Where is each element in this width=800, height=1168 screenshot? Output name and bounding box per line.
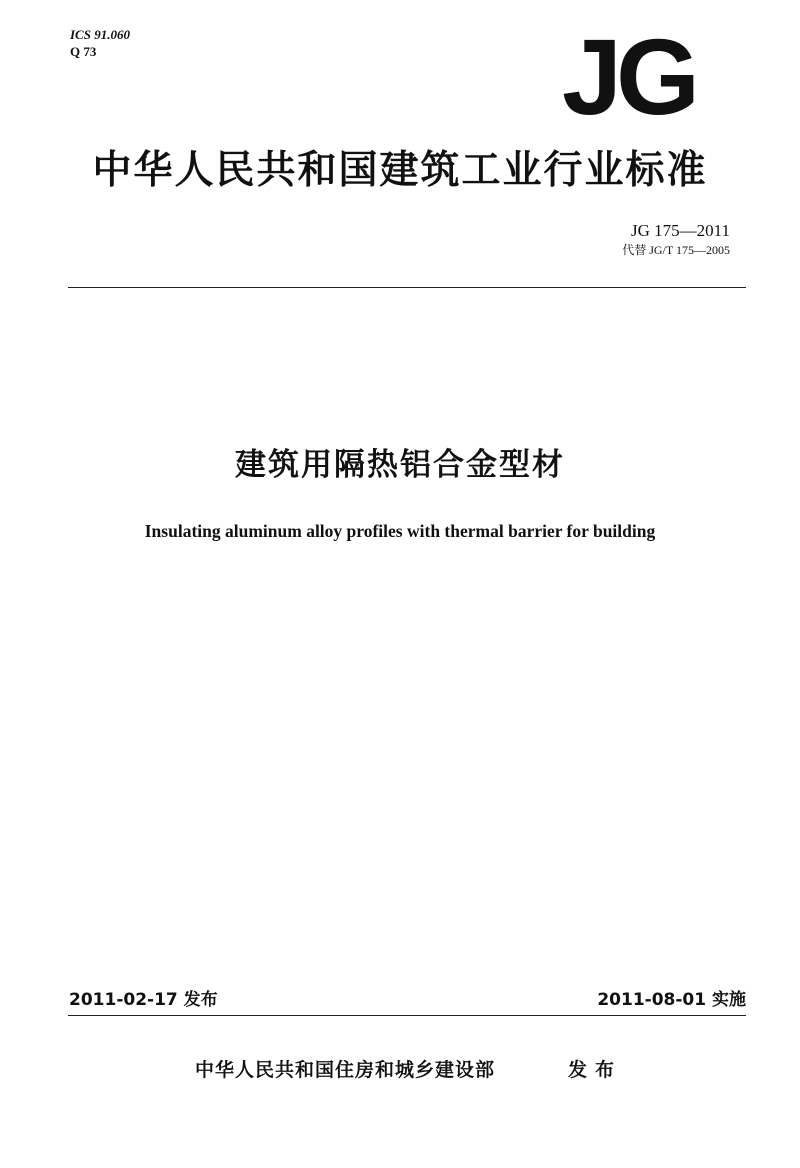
jg-logo — [538, 30, 718, 118]
issue-date: 2011-02-17 发布 — [69, 990, 218, 1010]
implementation-date: 2011-08-01 实施 — [597, 990, 746, 1010]
ics-code: ICS 91.060 — [70, 27, 130, 42]
document-title-en: Insulating aluminum alloy profiles with thermal barrier for building — [144, 521, 656, 541]
standard-title: 中华人民共和国建筑工业行业标准 — [92, 148, 708, 193]
publish-label: 发布 — [568, 1059, 623, 1081]
replaces-code: 代替 JG/T 175—2005 — [622, 243, 730, 257]
footer-divider — [68, 1015, 746, 1016]
standard-code: JG 175—2011 — [630, 221, 730, 240]
jg-logo-text: JG — [561, 30, 695, 118]
publisher: 中华人民共和国住房和城乡建设部 — [195, 1059, 496, 1081]
header-divider — [68, 287, 746, 288]
document-title-cn: 建筑用隔热铝合金型材 — [235, 447, 565, 483]
ccs-code: Q 73 — [70, 44, 97, 59]
